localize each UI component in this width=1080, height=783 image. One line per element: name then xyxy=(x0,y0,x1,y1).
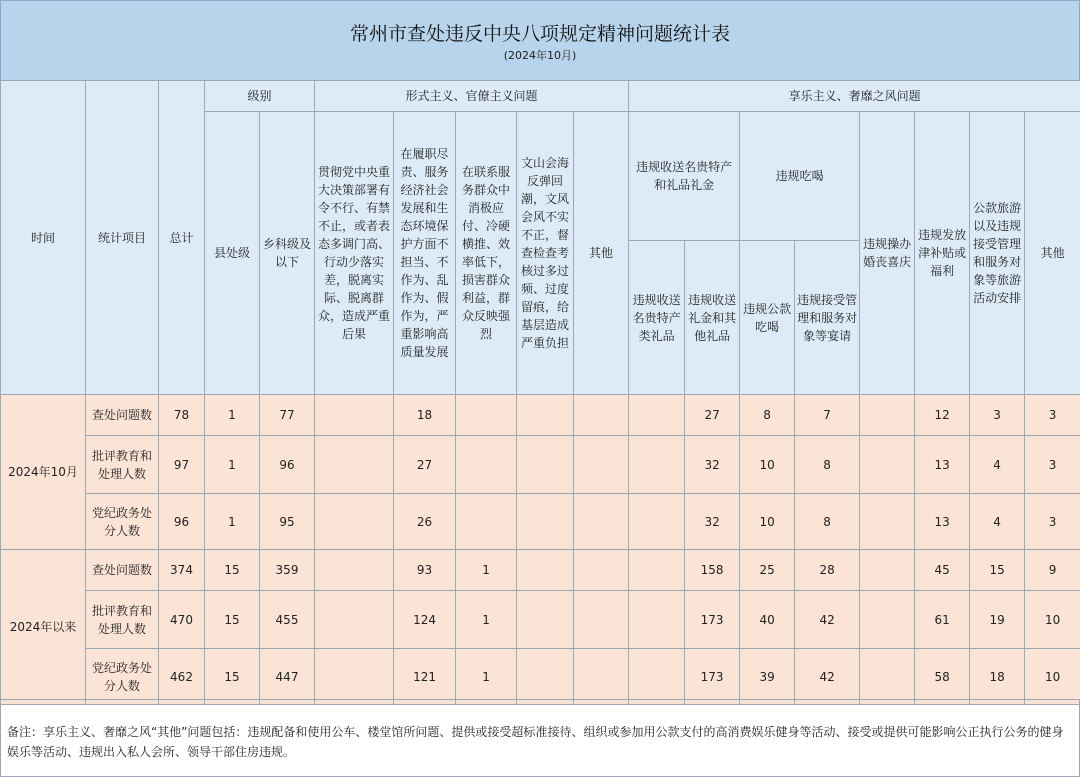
cell-dine2: 7 xyxy=(795,395,860,436)
cell-f2: 26 xyxy=(394,494,456,550)
cell-county: 15 xyxy=(205,649,260,705)
table-row xyxy=(1,550,1080,591)
cell-f5 xyxy=(574,436,629,494)
col-gift-specialty: 违规收送名贵特产类礼品 xyxy=(629,241,685,395)
col-township: 乡科级及以下 xyxy=(260,112,315,395)
statistics-table xyxy=(0,80,1080,705)
cell-f4 xyxy=(517,649,574,705)
cell-f3: 1 xyxy=(456,591,517,649)
cell-gift2: 27 xyxy=(685,395,740,436)
cell-county: 1 xyxy=(205,395,260,436)
cell-f4 xyxy=(517,436,574,494)
cell-f4 xyxy=(517,395,574,436)
cell-total: 97 xyxy=(159,436,205,494)
cell-h5: 18 xyxy=(970,649,1025,705)
cell-f1 xyxy=(315,494,394,550)
cell-dine2: 8 xyxy=(795,494,860,550)
cell-f1 xyxy=(315,550,394,591)
cell-gift1 xyxy=(629,395,685,436)
col-total: 总计 xyxy=(159,81,205,395)
cell-gift1 xyxy=(629,649,685,705)
cell-h5: 4 xyxy=(970,436,1025,494)
cell-gift2: 32 xyxy=(685,436,740,494)
cell-gift1 xyxy=(629,436,685,494)
cell-f5 xyxy=(574,649,629,705)
table-row xyxy=(1,494,1080,550)
cell-township: 96 xyxy=(260,436,315,494)
col-gift-cash: 违规收送礼金和其他礼品 xyxy=(685,241,740,395)
row-item-label: 党纪政务处分人数 xyxy=(86,649,159,705)
col-hedonism-other: 其他 xyxy=(1025,112,1080,395)
cell-township: 447 xyxy=(260,649,315,705)
cell-dine1: 39 xyxy=(740,649,795,705)
cell-f4 xyxy=(517,591,574,649)
cell-total: 96 xyxy=(159,494,205,550)
cell-gift1 xyxy=(629,550,685,591)
cell-dine1: 10 xyxy=(740,436,795,494)
row-item-label: 查处问题数 xyxy=(86,395,159,436)
col-hedonism: 享乐主义、奢靡之风问题 xyxy=(629,81,1080,112)
cell-h4: 13 xyxy=(915,494,970,550)
table-row xyxy=(1,649,1080,705)
cell-f2: 93 xyxy=(394,550,456,591)
col-dine-banquet: 违规接受管理和服务对象等宴请 xyxy=(795,241,860,395)
cell-total: 462 xyxy=(159,649,205,705)
cell-county: 1 xyxy=(205,436,260,494)
col-time: 时间 xyxy=(1,81,86,395)
cell-township: 95 xyxy=(260,494,315,550)
cell-h5: 3 xyxy=(970,395,1025,436)
cell-h3 xyxy=(860,591,915,649)
cell-h4: 12 xyxy=(915,395,970,436)
cell-gift2: 158 xyxy=(685,550,740,591)
cell-f5 xyxy=(574,494,629,550)
cell-township: 359 xyxy=(260,550,315,591)
cell-h5: 4 xyxy=(970,494,1025,550)
cell-dine1: 8 xyxy=(740,395,795,436)
cell-h6: 3 xyxy=(1025,395,1080,436)
cell-h3 xyxy=(860,550,915,591)
page-subtitle: (2024年10月) xyxy=(503,49,577,62)
cell-h4: 61 xyxy=(915,591,970,649)
page-title: 常州市查处违反中央八项规定精神问题统计表 xyxy=(349,23,730,45)
col-weddings: 违规操办婚丧喜庆 xyxy=(860,112,915,395)
cell-township: 77 xyxy=(260,395,315,436)
cell-h6: 9 xyxy=(1025,550,1080,591)
col-formalism-1: 贯彻党中央重大决策部署有令不行、有禁不止，或者表态多调门高、行动少落实差，脱离实际、脱离群众，造成严重后果 xyxy=(315,112,394,395)
cell-h6: 10 xyxy=(1025,591,1080,649)
col-gifts: 违规收送名贵特产和礼品礼金 xyxy=(629,112,740,241)
cell-h4: 13 xyxy=(915,436,970,494)
cell-gift2: 32 xyxy=(685,494,740,550)
table-row xyxy=(1,436,1080,494)
col-county: 县处级 xyxy=(205,112,260,395)
cell-f3 xyxy=(456,436,517,494)
period-label: 2024年以来 xyxy=(1,550,86,705)
cell-total: 374 xyxy=(159,550,205,591)
cell-f2: 124 xyxy=(394,591,456,649)
title-banner xyxy=(0,0,1080,81)
cell-dine1: 25 xyxy=(740,550,795,591)
cell-f1 xyxy=(315,395,394,436)
period-label: 2024年10月 xyxy=(1,395,86,550)
cell-f5 xyxy=(574,550,629,591)
cell-f5 xyxy=(574,591,629,649)
cell-h6: 10 xyxy=(1025,649,1080,705)
col-travel: 公款旅游以及违规接受管理和服务对象等旅游活动安排 xyxy=(970,112,1025,395)
cell-gift2: 173 xyxy=(685,591,740,649)
table-row xyxy=(1,591,1080,649)
cell-h3 xyxy=(860,436,915,494)
col-formalism-4: 文山会海反弹回潮，文风会风不实不正，督查检查考核过多过频、过度留痕，给基层造成严重负担 xyxy=(517,112,574,395)
col-formalism-2: 在履职尽责、服务经济社会发展和生态环境保护方面不担当、不作为、乱作为、假作为，严重影响高质量发展 xyxy=(394,112,456,395)
cell-h6: 3 xyxy=(1025,436,1080,494)
cell-dine2: 42 xyxy=(795,591,860,649)
cell-f1 xyxy=(315,649,394,705)
row-item-label: 批评教育和处理人数 xyxy=(86,436,159,494)
col-dining: 违规吃喝 xyxy=(740,112,860,241)
col-formalism: 形式主义、官僚主义问题 xyxy=(315,81,629,112)
cell-dine1: 40 xyxy=(740,591,795,649)
cell-county: 1 xyxy=(205,494,260,550)
row-item-label: 查处问题数 xyxy=(86,550,159,591)
footnote: 备注：享乐主义、奢靡之风“其他”问题包括：违规配备和使用公车、楼堂馆所问题、提供或接受超标准接待、组织或参加用公款支付的高消费娱乐健身等活动、接受或提供可能影响公正执行公务的健身娱乐等活动、违规出入私人会所、领导干部住房违规。 xyxy=(0,699,1080,777)
cell-township: 455 xyxy=(260,591,315,649)
cell-f2: 27 xyxy=(394,436,456,494)
col-item: 统计项目 xyxy=(86,81,159,395)
cell-h4: 58 xyxy=(915,649,970,705)
cell-h3 xyxy=(860,395,915,436)
cell-h3 xyxy=(860,649,915,705)
cell-h5: 15 xyxy=(970,550,1025,591)
cell-f2: 121 xyxy=(394,649,456,705)
cell-h4: 45 xyxy=(915,550,970,591)
cell-gift2: 173 xyxy=(685,649,740,705)
cell-dine2: 8 xyxy=(795,436,860,494)
cell-dine1: 10 xyxy=(740,494,795,550)
cell-gift1 xyxy=(629,494,685,550)
cell-gift1 xyxy=(629,591,685,649)
col-formalism-3: 在联系服务群众中消极应付、冷硬横推、效率低下，损害群众利益，群众反映强烈 xyxy=(456,112,517,395)
cell-f1 xyxy=(315,436,394,494)
row-item-label: 批评教育和处理人数 xyxy=(86,591,159,649)
cell-f3 xyxy=(456,494,517,550)
cell-h3 xyxy=(860,494,915,550)
cell-total: 78 xyxy=(159,395,205,436)
cell-f5 xyxy=(574,395,629,436)
cell-f3 xyxy=(456,395,517,436)
cell-f4 xyxy=(517,550,574,591)
col-dine-public: 违规公款吃喝 xyxy=(740,241,795,395)
cell-county: 15 xyxy=(205,591,260,649)
col-formalism-other: 其他 xyxy=(574,112,629,395)
cell-h5: 19 xyxy=(970,591,1025,649)
cell-county: 15 xyxy=(205,550,260,591)
table-row xyxy=(1,395,1080,436)
col-level: 级别 xyxy=(205,81,315,112)
cell-f4 xyxy=(517,494,574,550)
col-subsidies: 违规发放津补贴或福利 xyxy=(915,112,970,395)
cell-f3: 1 xyxy=(456,649,517,705)
cell-h6: 3 xyxy=(1025,494,1080,550)
cell-dine2: 28 xyxy=(795,550,860,591)
cell-total: 470 xyxy=(159,591,205,649)
cell-f1 xyxy=(315,591,394,649)
cell-f3: 1 xyxy=(456,550,517,591)
cell-f2: 18 xyxy=(394,395,456,436)
row-item-label: 党纪政务处分人数 xyxy=(86,494,159,550)
cell-dine2: 42 xyxy=(795,649,860,705)
